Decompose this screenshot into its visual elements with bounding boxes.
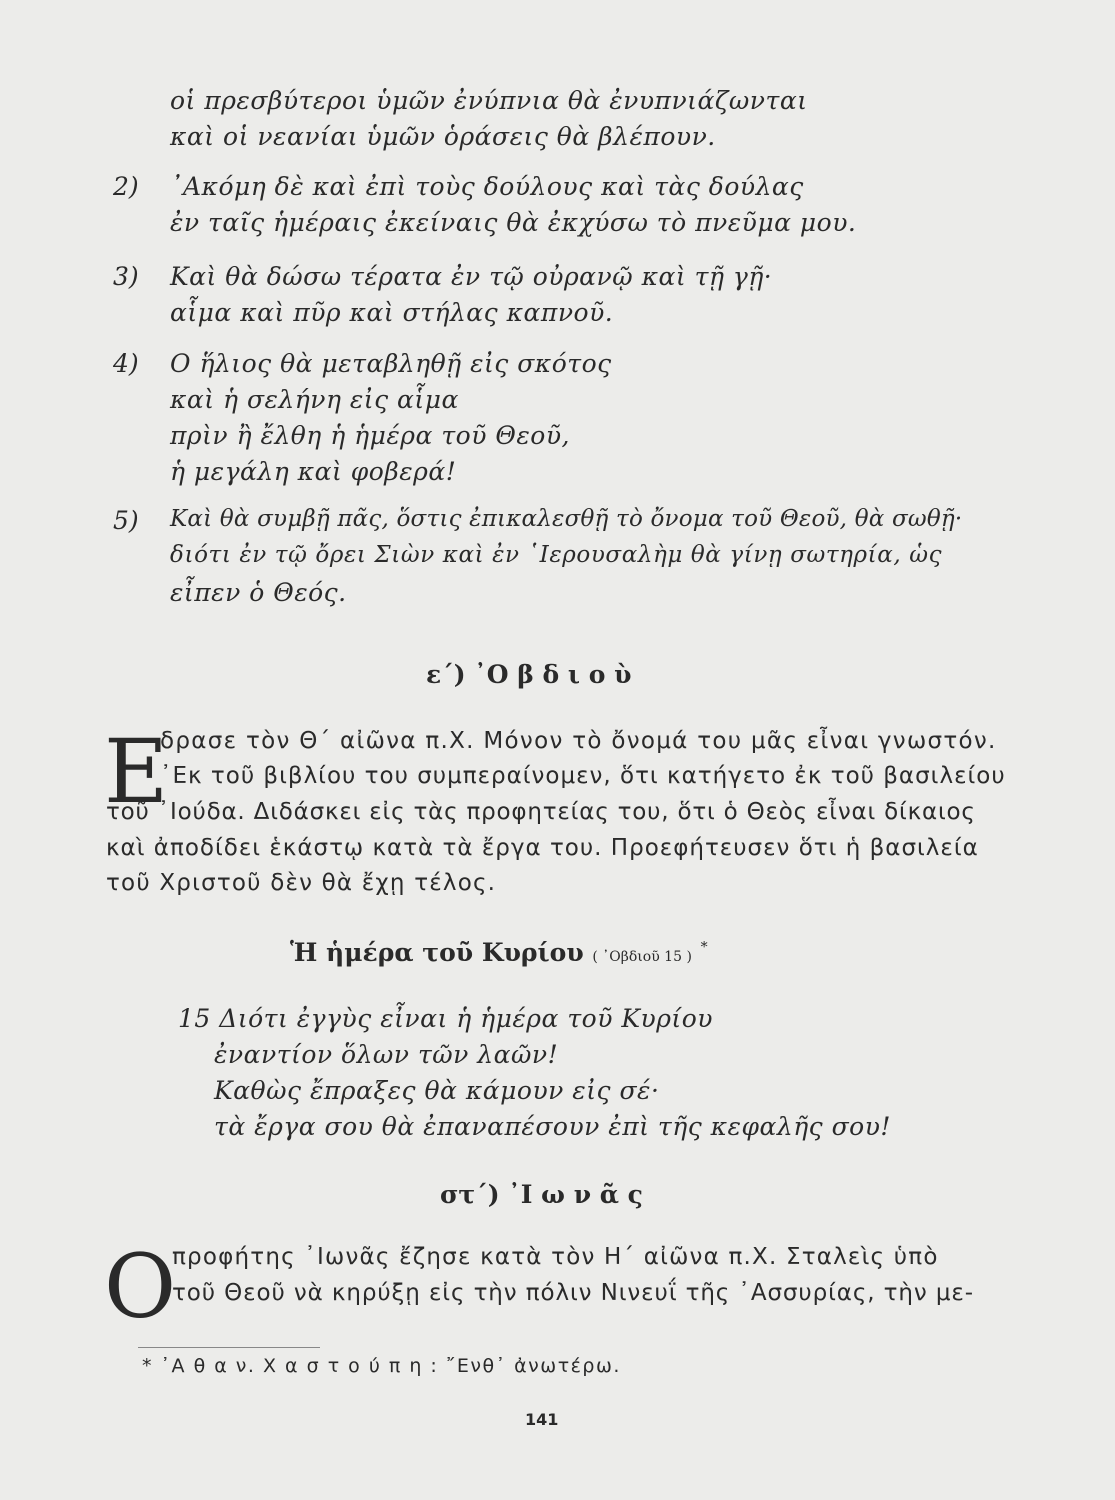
verse-line: πρὶν ἢ ἔλθη ἡ ἡμέρα τοῦ Θεοῦ, <box>170 421 570 450</box>
scripture-reference: ( ᾿Οβδιοῦ 15 ) <box>592 949 692 965</box>
section-heading: ε΄) ᾿Ο β δ ι ο ὺ <box>426 660 632 689</box>
verse-line: Καθὼς ἔπραξες θὰ κάμουν εἰς σέ· <box>214 1076 660 1105</box>
paragraph-line: προφήτης ᾿Ιωνᾶς ἔζησε κατὰ τὸν Η΄ αἰῶνα π.Χ. Σταλεὶς ὑπὸ <box>172 1244 939 1270</box>
verse-number: 2) <box>113 172 139 201</box>
drop-cap: Ε <box>104 720 169 823</box>
paragraph-line: ᾿Εκ τοῦ βιβλίου του συμπεραίνομεν, ὅτι κατήγετο ἐκ τοῦ βασιλείου <box>160 763 1006 789</box>
verse-line: ἐν ταῖς ἡμέραις ἐκείναις θὰ ἐκχύσω τὸ πνεῦμα μου. <box>170 208 857 237</box>
verse-line: καὶ ἡ σελήνη εἰς αἷμα <box>170 385 459 414</box>
subsection-title: Ἡ ἡμέρα τοῦ Κυρίου <box>290 938 584 967</box>
verse-line: Καὶ θὰ συμβῇ πᾶς, ὅστις ἐπικαλεσθῇ τὸ ὄνομα τοῦ Θεοῦ, θὰ σωθῇ· <box>170 506 963 532</box>
verse-line: ᾿Ακόμη δὲ καὶ ἐπὶ τοὺς δούλους καὶ τὰς δούλας <box>170 172 804 201</box>
verse-line: 15 Διότι ἐγγὺς εἶναι ἡ ἡμέρα τοῦ Κυρίου <box>178 1004 713 1033</box>
paragraph-line: τοῦ ᾿Ιούδα. Διδάσκει εἰς τὰς προφητείας του, ὅτι ὁ Θεὸς εἶναι δίκαιος <box>106 799 976 825</box>
paragraph-line: τοῦ Θεοῦ νὰ κηρύξῃ εἰς τὴν πόλιν Νινευΐ τῆς ᾿Ασσυρίας, τὴν με- <box>172 1280 974 1306</box>
section-heading: στ΄) ᾿Ι ω ν ᾶ ς <box>440 1180 643 1209</box>
subsection-heading <box>290 938 708 967</box>
verse-line: οἱ πρεσβύτεροι ὑμῶν ἐνύπνια θὰ ἐνυπνιάζωνται <box>170 86 808 115</box>
verse-number: 4) <box>113 349 139 378</box>
footnote: * ᾿Α θ α ν. Χ α σ τ ο ύ π η : ῎Ενθ᾿ ἀνωτέρω. <box>142 1355 621 1377</box>
verse-line: ἐναντίον ὅλων τῶν λαῶν! <box>214 1040 559 1069</box>
paragraph-line: καὶ ἀποδίδει ἑκάστῳ κατὰ τὰ ἔργα του. Προεφήτευσεν ὅτι ἡ βασιλεία <box>106 835 979 861</box>
verse-line: αἷμα καὶ πῦρ καὶ στήλας καπνοῦ. <box>170 298 614 327</box>
verse-line: Ο ἥλιος θὰ μεταβληθῇ εἰς σκότος <box>170 349 612 378</box>
footnote-marker: * <box>700 939 708 956</box>
verse-line: τὰ ἔργα σου θὰ ἐπαναπέσουν ἐπὶ τῆς κεφαλῆς σου! <box>214 1112 891 1141</box>
verse-number: 3) <box>113 262 139 291</box>
verse-line: διότι ἐν τῷ ὄρει Σιὼν καὶ ἐν ῾Ιερουσαλὴμ θὰ γίνῃ σωτηρία, ὡς <box>170 542 943 568</box>
page-number: 141 <box>525 1410 559 1429</box>
paragraph-line: δρασε τὸν Θ΄ αἰῶνα π.Χ. Μόνον τὸ ὄνομά του μᾶς εἶναι γνωστόν. <box>160 728 997 754</box>
verse-line: καὶ οἱ νεανίαι ὑμῶν ὁράσεις θὰ βλέπουν. <box>170 122 716 151</box>
verse-line: Καὶ θὰ δώσω τέρατα ἐν τῷ οὐρανῷ καὶ τῇ γῇ· <box>170 262 773 291</box>
verse-number: 5) <box>113 506 139 535</box>
paragraph-line: τοῦ Χριστοῦ δὲν θὰ ἔχῃ τέλος. <box>106 870 497 896</box>
verse-line: ἡ μεγάλη καὶ φοβερά! <box>170 457 457 486</box>
footnote-rule <box>138 1347 320 1348</box>
drop-cap: Ο <box>104 1235 177 1338</box>
verse-line: εἶπεν ὁ Θεός. <box>170 578 347 607</box>
